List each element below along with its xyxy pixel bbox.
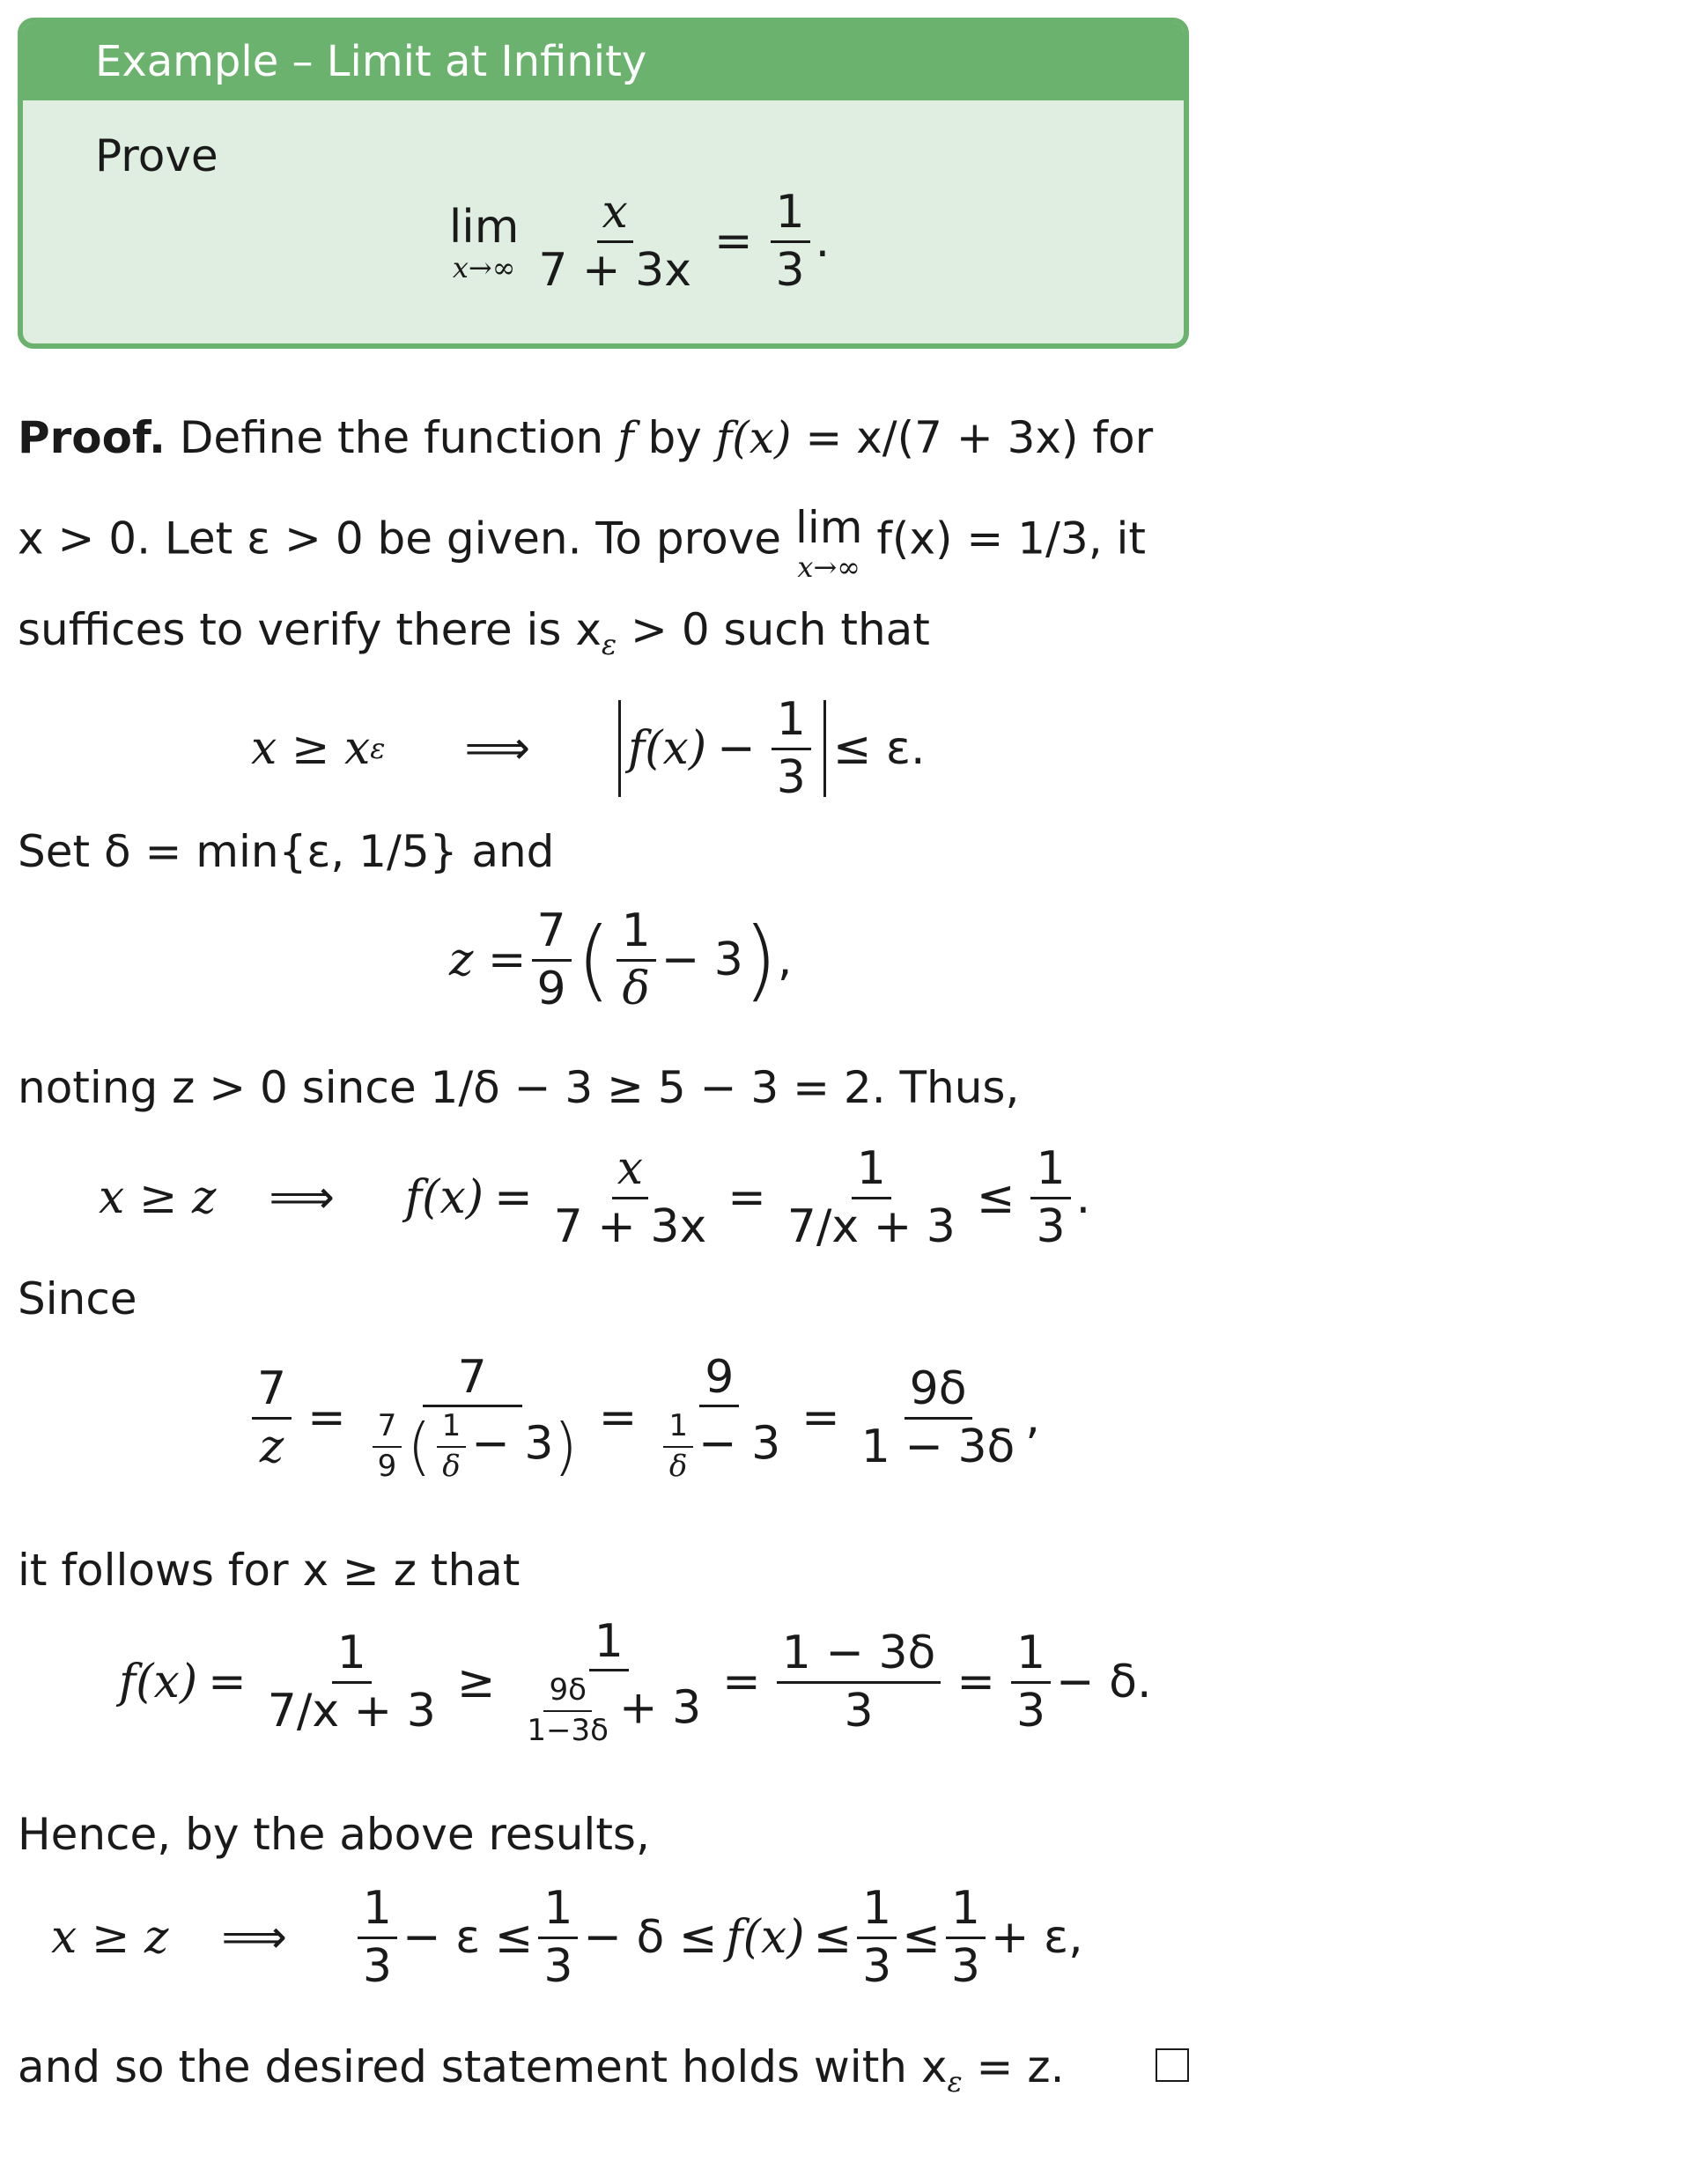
lim-operator: lim x→∞ (448, 201, 520, 285)
equation-implication-2: x ≥ z ⟹ f(x) = $\frac{x}{7 + 3x}$ = $\frac{1}{7/x + 3}$ ≤ $\frac{1}{3}$ . (99, 1141, 1091, 1253)
follows-line: it follows for x ≥ z that (18, 1545, 521, 1596)
hence-line: Hence, by the above results, (18, 1809, 650, 1860)
example-box (18, 18, 1189, 349)
equation-implication-1: x ≥ x ε ⟹ f(x) − $\frac{1}{3}$ ≤ ε. (251, 692, 926, 804)
qed-square-icon (1156, 2048, 1189, 2082)
fraction-x-over-7-3x: $\frac{x}{7 + 3x}$ (538, 186, 691, 297)
proof-line-1: Proof. Define the function f by f(x) = x/(7 + 3x) for (18, 412, 1154, 463)
equation-z-definition: z = $\frac{7}{9}$ ( $\frac{1}{\delta}$ − 3 ) , (449, 904, 793, 1015)
limit-statement: lim x→∞ $\frac{x}{7 + 3x}$ = $\frac{1}{3}$ . (448, 186, 831, 297)
since-line: Since (18, 1273, 137, 1324)
set-delta-line: Set δ = min{ε, 1/5} and (18, 826, 555, 877)
equation-seven-over-z: $\frac{7}{z}$ = 7 $\frac{7}{9}$ ( $\frac{1}{\delta}$ − 3) = 9 $\frac{1}{\delta}$ − 3 = $\frac{9\delta}{1 - 3\delta}$ , (18, 1339, 1189, 1497)
proof-line-3: suffices to verify there is $x_\varepsilon > 0$ such that (18, 604, 930, 661)
proof-label: Proof. (18, 412, 166, 463)
proof-line-2: x > 0. Let ε > 0 be given. To prove lim x→∞ f(x) = 1/3, it (18, 502, 1146, 584)
equation-final-chain: x ≥ z ⟹ $\frac{1}{3}$ − ε ≤ $\frac{1}{3}$ − δ ≤ f(x) ≤ $\frac{1}{3}$ ≤ $\frac{1}{3}$ + ε, (51, 1881, 1083, 1993)
prove-label: Prove (95, 130, 218, 181)
inline-lim: lim x→∞ (794, 502, 863, 584)
equation-lower-bound: f(x) = $\frac{1}{7/x + 3}$ ≥ 1 $\frac{9\delta}{1-3\delta}$ + 3 = $\frac{1 - 3\delta}{3}$ = $\frac{1}{3}$ − δ. (119, 1614, 1152, 1748)
fraction-one-third: $\frac{1}{3}$ (771, 188, 810, 294)
final-line: and so the desired statement holds with $x_\varepsilon = z$. (18, 2041, 1189, 2099)
example-body (23, 100, 1184, 297)
example-title: Example – Limit at Infinity (23, 23, 1184, 100)
noting-line: noting z > 0 since 1/δ − 3 ≥ 5 − 3 = 2. Thus, (18, 1062, 1020, 1113)
